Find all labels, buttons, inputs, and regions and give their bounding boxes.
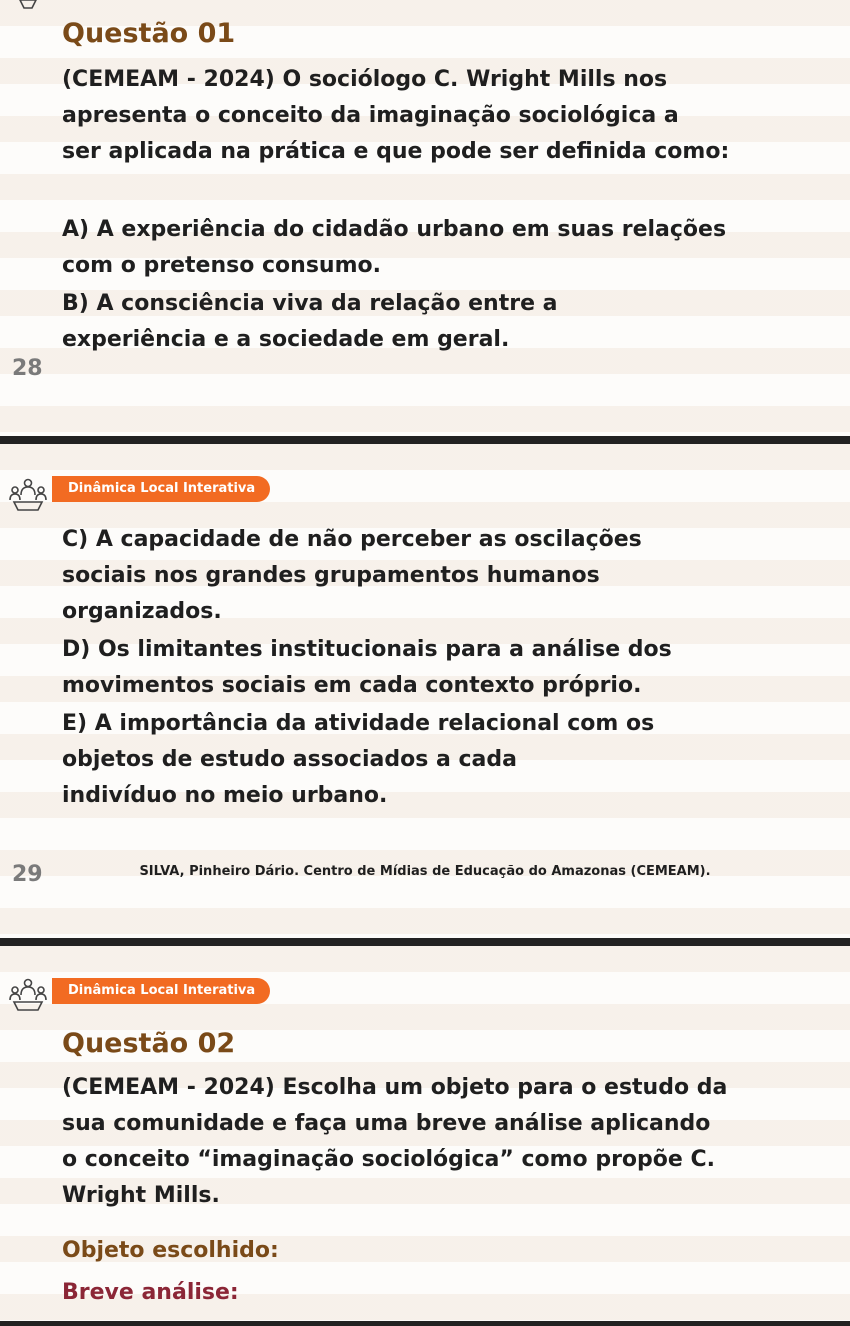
question-title: Questão 02 — [62, 1028, 236, 1059]
question-prompt-line: Wright Mills. — [62, 1183, 220, 1208]
slide-divider — [0, 938, 850, 946]
objeto-escolhido-label: Objeto escolhido: — [62, 1238, 279, 1263]
source-citation: SILVA, Pinheiro Dário. Centro de Mídias de Educação do Amazonas (CEMEAM). — [139, 864, 711, 879]
option-a-line: A) A experiência do cidadão urbano em suas relações — [62, 217, 727, 242]
page-number: 29 — [12, 862, 43, 887]
dinamica-local-badge: Dinâmica Local Interativa — [52, 978, 270, 1004]
option-b-line: B) A consciência viva da relação entre a — [62, 291, 558, 316]
option-d-line: movimentos sociais em cada contexto próprio. — [62, 673, 642, 698]
question-prompt-line: sua comunidade e faça uma breve análise aplicando — [62, 1111, 711, 1136]
option-c-line: C) A capacidade de não perceber as oscilações — [62, 527, 642, 552]
question-prompt-line: (CEMEAM - 2024) O sociólogo C. Wright Mills nos — [62, 67, 668, 92]
question-prompt-line: o conceito “imaginação sociológica” como propõe C. — [62, 1147, 715, 1172]
group-people-icon — [8, 978, 48, 1014]
group-people-icon — [8, 0, 48, 20]
slide-divider — [0, 436, 850, 444]
group-people-icon — [8, 478, 48, 514]
option-c-line: sociais nos grandes grupamentos humanos — [62, 563, 600, 588]
option-c-line: organizados. — [62, 599, 222, 624]
question-title: Questão 01 — [62, 18, 236, 49]
question-prompt-line: apresenta o conceito da imaginação sociológica a — [62, 103, 679, 128]
option-e-line: objetos de estudo associados a cada — [62, 747, 517, 772]
breve-analise-label: Breve análise: — [62, 1280, 239, 1305]
slide-questao-01 — [0, 0, 850, 436]
question-prompt-line: ser aplicada na prática e que pode ser definida como: — [62, 139, 730, 164]
page-number: 28 — [12, 356, 43, 381]
option-d-line: D) Os limitantes institucionais para a análise dos — [62, 637, 672, 662]
option-e-line: E) A importância da atividade relacional com os — [62, 711, 655, 736]
slide-questao-02 — [0, 946, 850, 1326]
dinamica-local-badge: Dinâmica Local Interativa — [52, 476, 270, 502]
question-prompt-line: (CEMEAM - 2024) Escolha um objeto para o estudo da — [62, 1075, 728, 1100]
option-b-line: experiência e a sociedade em geral. — [62, 327, 510, 352]
slide-divider — [0, 1321, 850, 1326]
slide-questao-01-continued — [0, 444, 850, 938]
option-e-line: indivíduo no meio urbano. — [62, 783, 388, 808]
option-a-line: com o pretenso consumo. — [62, 253, 381, 278]
